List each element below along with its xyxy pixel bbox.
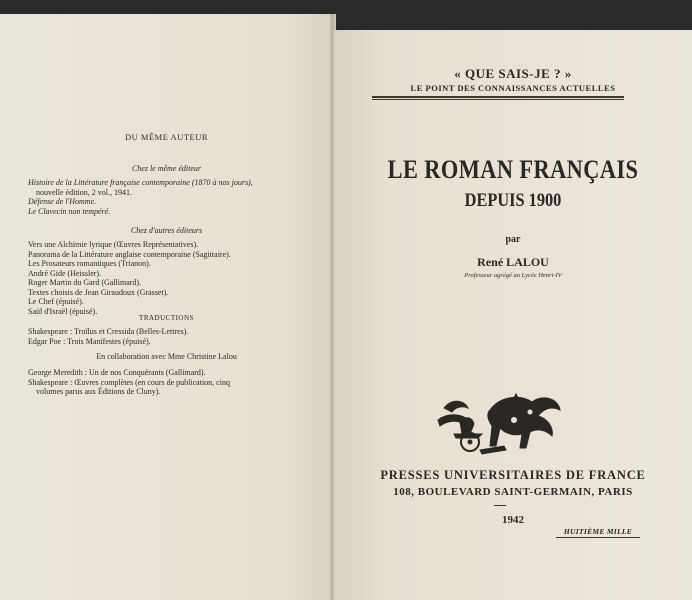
book-subtitle: DEPUIS 1900 [464,190,562,211]
other-publishers-list [28,240,318,316]
list-item: Shakespeare : Œuvres complètes (en cours de publication, cinq [28,377,230,387]
list-item: Histoire de la Littérature française contemporaine (1870 à nos jours), [28,178,253,187]
list-item: Le Clavecin non tempéré. [28,206,111,216]
series-subtitle: LE POINT DES CONNAISSANCES ACTUELLES [410,83,616,93]
collaboration-list [28,368,318,397]
other-publishers-heading: Chez d'autres éditeurs [130,226,203,235]
list-item: Les Prosateurs romantiques (Trianon). [28,259,151,268]
publisher-name: PRESSES UNIVERSITAIRES DE FRANCE [380,468,646,482]
list-item: Défense de l'Homme. [28,197,97,206]
book-title: LE ROMAN FRANÇAIS [387,155,639,184]
list-item: volumes parus aux Éditions de Cluny). [36,387,161,396]
same-publisher-list [28,178,318,216]
right-page [333,30,692,600]
chariot-horses-emblem-icon [434,390,566,460]
list-item: Textes choisis de Jean Giraudoux (Grasset). [28,287,169,297]
author-name: René LALOU [477,255,549,269]
collaboration-heading: En collaboration avec Mme Christine Lalou [96,352,237,361]
divider [494,505,506,506]
same-publisher-heading: Chez le même éditeur [131,164,202,173]
edition-stamp: HUITIÈME MILLE [556,527,640,538]
divider [372,96,624,98]
series-title: « QUE SAIS-JE ? » [454,66,572,81]
by-label: par [505,234,521,245]
list-item: nouvelle édition, 2 vol., 1941. [36,187,132,197]
list-item: Edgar Poe : Trois Manifestes (épuisé). [28,336,151,346]
translations-heading: TRADUCTIONS [139,314,194,322]
author-role: Professeur agrégé au Lycée Henri-IV [464,272,562,279]
translations-list [28,327,318,346]
list-item: Shakespeare : Troïlus et Cressida (Belles-Lettres). [28,327,189,336]
list-item: Roger Martin du Gard (Gallimard). [28,278,142,287]
list-item: Vers une Alchimie lyrique (Œuvres Représentatives). [28,240,199,249]
left-page [0,14,333,600]
list-item: George Meredith : Un de nos Conquérants (Gallimard). [28,368,206,377]
list-item: Panorama de la Littérature anglaise contemporaine (Sagittaire). [28,249,231,259]
by-same-author-heading: DU MÊME AUTEUR [124,132,209,142]
publisher-address: 108, BOULEVARD SAINT-GERMAIN, PARIS [393,486,633,498]
list-item: André Gide (Heissler). [28,268,102,278]
publication-year: 1942 [502,514,524,526]
divider [372,99,624,100]
list-item: Le Chef (épuisé). [28,297,84,306]
list-item: Saül d'Israël (épuisé). [28,306,98,316]
